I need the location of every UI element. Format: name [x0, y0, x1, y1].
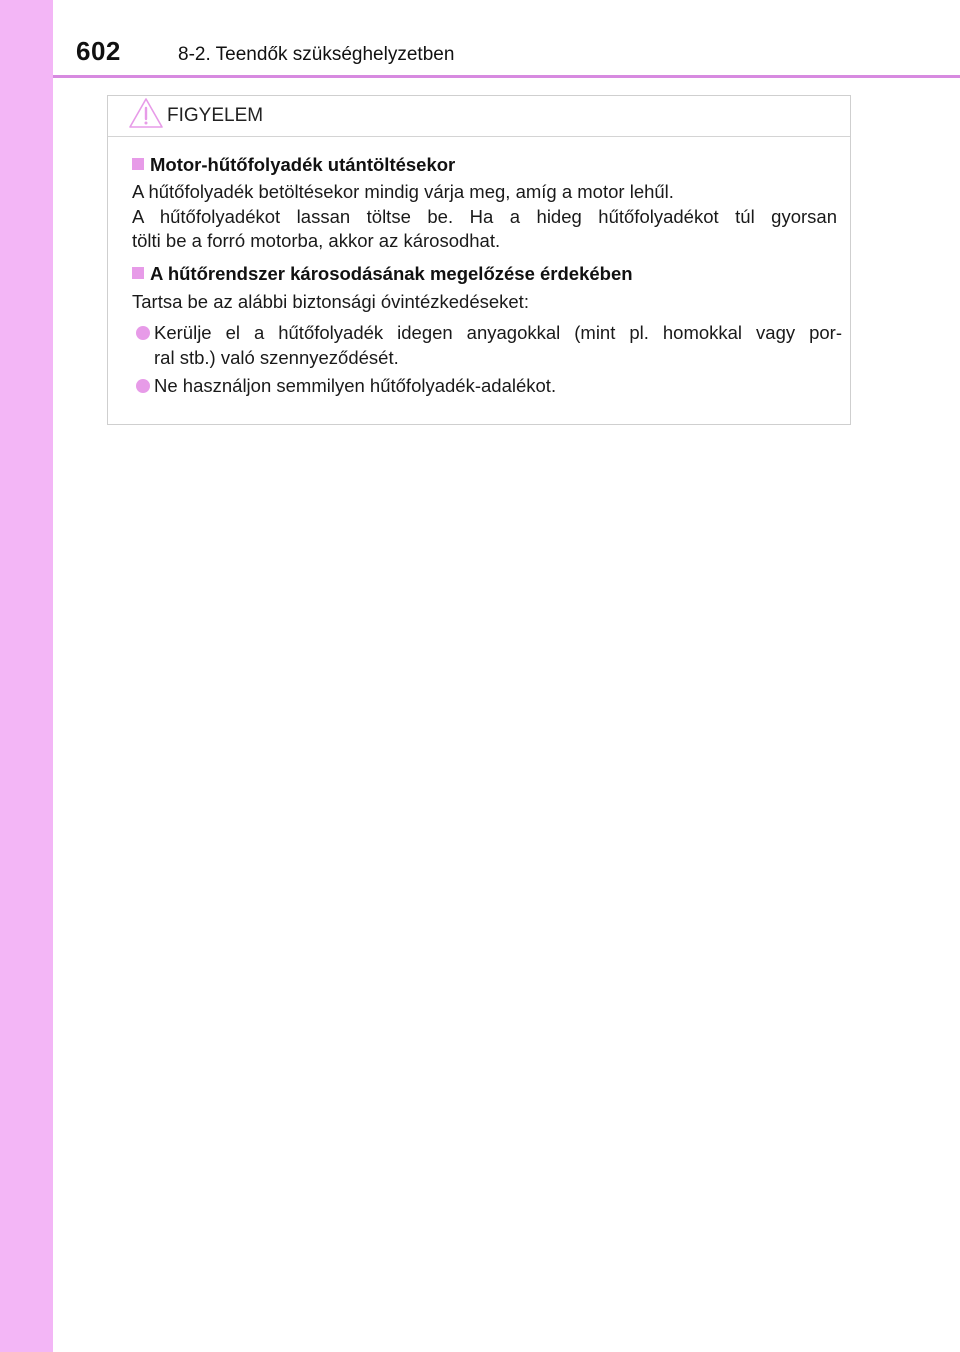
coolant-refill-text [132, 180, 837, 254]
warning-title: FIGYELEM [167, 105, 264, 126]
text-line: Tartsa be az alábbi biztonsági óvintézkedéseket: [132, 291, 529, 312]
section-heading-cooling-damage: A hűtőrendszer károsodásának megelőzése érdekében [132, 263, 633, 285]
cooling-damage-intro [132, 290, 837, 315]
warning-triangle-icon [128, 96, 164, 130]
text-line: Kerülje el a hűtőfolyadék idegen anyagokkal (mint pl. homokkal vagy por- [154, 322, 842, 343]
section-heading-coolant-refill: Motor-hűtőfolyadék utántöltésekor [132, 154, 455, 176]
round-bullet-icon [136, 326, 150, 340]
warning-box [107, 95, 851, 425]
text-line: ral stb.) való szennyeződését. [154, 346, 399, 368]
list-item [132, 321, 842, 370]
text-line: tölti be a forró motorba, akkor az károsodhat. [132, 230, 501, 251]
header-divider [53, 75, 960, 78]
text-line: Ne használjon semmilyen hűtőfolyadék-adalékot. [154, 375, 557, 396]
square-bullet-icon [132, 267, 144, 279]
warning-header [108, 96, 850, 137]
text-line: A hűtőfolyadékot lassan töltse be. Ha a hideg hűtőfolyadékot túl gyorsan [132, 205, 837, 227]
round-bullet-icon [136, 379, 150, 393]
list-item [132, 374, 842, 399]
square-bullet-icon [132, 158, 144, 170]
text-line: A hűtőfolyadék betöltésekor mindig várja meg, amíg a motor lehűl. [132, 181, 674, 202]
side-color-strip [0, 0, 53, 1352]
section-title: 8-2. Teendők szükséghelyzetben [178, 44, 455, 65]
page-number: 602 [76, 36, 121, 66]
